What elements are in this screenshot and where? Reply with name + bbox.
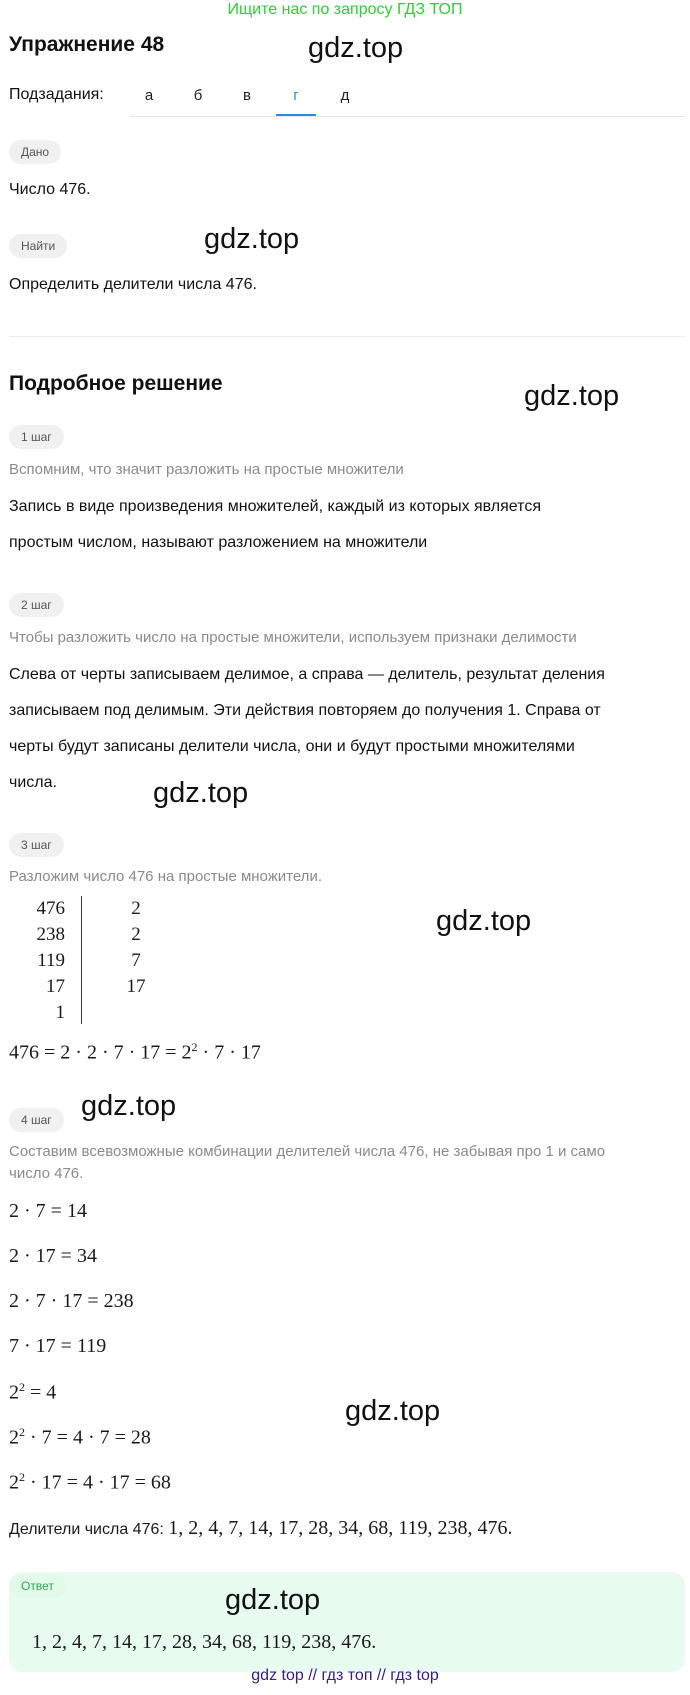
dividend: 476	[36, 898, 65, 919]
step-3-badge: 3 шаг	[9, 833, 64, 857]
divisor: 7	[131, 950, 141, 971]
divider	[9, 336, 685, 337]
tab-d[interactable]: д	[340, 87, 350, 104]
step-1-line: Запись в виде произведения множителей, каждый из которых является	[9, 498, 541, 515]
divisors-line: Делители числа 476: 1, 2, 4, 7, 14, 17, 28, 34, 68, 119, 238, 476.	[9, 1517, 513, 1539]
step-4-badge: 4 шаг	[9, 1108, 64, 1132]
find-text: Определить делители числа 476.	[9, 276, 257, 293]
step-1-badge: 1 шаг	[9, 425, 64, 449]
divisor: 17	[126, 976, 146, 997]
dividend: 238	[36, 924, 65, 945]
tab-g[interactable]: г	[276, 78, 316, 116]
step-2-line: числа.	[9, 774, 57, 791]
divisor: 2	[131, 898, 141, 919]
step-2-hint: Чтобы разложить число на простые множители, используем признаки делимости	[9, 629, 577, 646]
watermark: gdz.top	[225, 1584, 321, 1616]
combination: 2 · 7 · 17 = 238	[9, 1290, 134, 1312]
solution-title: Подробное решение	[9, 372, 223, 395]
watermark: gdz.top	[345, 1395, 441, 1427]
watermark: gdz.top	[153, 777, 249, 809]
answer-text: 1, 2, 4, 7, 14, 17, 28, 34, 68, 119, 238, 476.	[32, 1631, 377, 1653]
given-text: Число 476.	[9, 181, 91, 198]
division-line	[81, 896, 82, 1024]
answer-box	[9, 1572, 685, 1672]
step-1-line: простым числом, называют разложением на множители	[9, 534, 428, 551]
given-badge: Дано	[9, 140, 61, 164]
dividend: 17	[46, 976, 65, 997]
step-2-line: черты будут записаны делители числа, они и будут простыми множителями	[9, 738, 575, 755]
combination: $2^2 \cdot 17 = 4 \cdot 17 = 68$	[9, 1470, 171, 1494]
dividend: 119	[37, 950, 65, 971]
top-banner[interactable]: Ищите нас по запросу ГДЗ ТОП	[227, 1, 463, 18]
watermark: gdz.top	[204, 223, 300, 255]
combination: 2 · 17 = 34	[9, 1245, 97, 1267]
divisor: 2	[131, 924, 141, 945]
watermark: gdz.top	[524, 380, 620, 412]
combination: 2 · 7 = 14	[9, 1200, 87, 1222]
footer-links[interactable]: gdz top // гдз топ // гдз top	[251, 1667, 439, 1684]
tab-a[interactable]: а	[144, 87, 154, 104]
tab-v[interactable]: в	[243, 87, 251, 104]
combination: $2^2 = 4$	[9, 1380, 57, 1404]
find-badge: Найти	[9, 234, 67, 258]
watermark: gdz.top	[436, 905, 532, 937]
step-2-line: записываем под делимым. Эти действия повторяем до получения 1. Справа от	[9, 702, 601, 719]
subtask-tabs	[129, 78, 685, 117]
answer-badge: Ответ	[9, 1574, 66, 1598]
step-3-hint: Разложим число 476 на простые множители.	[9, 868, 322, 885]
step-2-line: Слева от черты записываем делимое, а справа — делитель, результат деления	[9, 666, 605, 683]
combination: $2^2 \cdot 7 = 4 \cdot 7 = 28$	[9, 1425, 151, 1449]
step-4-hint: Составим всевозможные комбинации делителей числа 476, не забывая про 1 и само	[9, 1143, 606, 1160]
combination: 7 · 17 = 119	[9, 1335, 107, 1357]
watermark: gdz.top	[81, 1090, 177, 1122]
tab-b[interactable]: б	[193, 87, 203, 104]
subtasks-label: Подзадания:	[9, 86, 104, 103]
step-4-hint: число 476.	[9, 1165, 84, 1182]
watermark: gdz.top	[308, 32, 404, 64]
step-1-hint: Вспомним, что значит разложить на простые множители	[9, 461, 404, 478]
page-title: Упражнение 48	[9, 33, 165, 56]
step-2-badge: 2 шаг	[9, 593, 64, 617]
factorization-result: $476 = 2 \cdot 2 \cdot 7 \cdot 17 = 2^2 \cdot 7 \cdot 17$	[9, 1040, 261, 1064]
dividend: 1	[55, 1002, 65, 1023]
